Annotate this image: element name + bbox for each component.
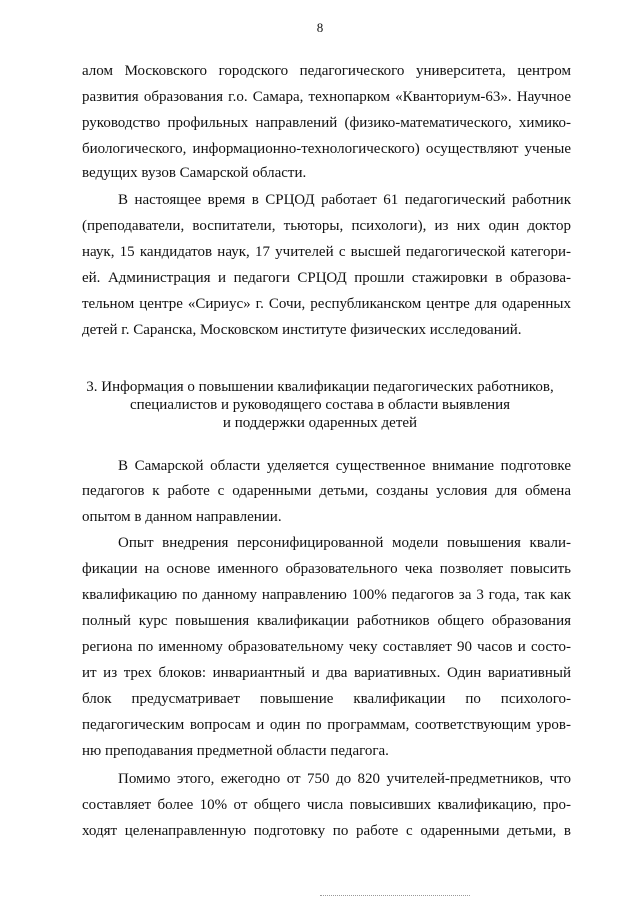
section-heading-line-2: специалистов и руководящего состава в области выявления bbox=[129, 397, 511, 413]
paragraph-2-line-2: (преподаватели, воспитатели, тьюторы, психологи), из них один доктор bbox=[82, 218, 571, 234]
paragraph-4-line-6: ит из трех блоков: инвариантный и два вариативных. Один вариативный bbox=[82, 665, 571, 681]
section-heading-line-3: и поддержки одаренных детей bbox=[222, 415, 418, 431]
paragraph-2-line-5: тельном центре «Сириус» г. Сочи, республиканском центре для одаренных bbox=[82, 296, 571, 312]
page-number: 8 bbox=[316, 20, 324, 35]
paragraph-2-line-1: В настоящее время в СРЦОД работает 61 педагогический работник bbox=[118, 192, 571, 208]
paragraph-2-line-3: наук, 15 кандидатов наук, 17 учителей с высшей педагогической категори- bbox=[82, 244, 571, 260]
paragraph-5-line-1: Помимо этого, ежегодно от 750 до 820 учителей-предметников, что bbox=[118, 771, 571, 787]
paragraph-4-line-1: Опыт внедрения персонифицированной модели повышения квали- bbox=[118, 535, 571, 551]
paragraph-4-line-8: педагогическим вопросам и один по программам, соответствующим уров- bbox=[82, 717, 571, 733]
paragraph-2-line-4: ей. Администрация и педагоги СРЦОД прошли стажировки в образова- bbox=[82, 270, 571, 286]
paragraph-5-line-3: ходят целенаправленную подготовку по работе с одаренными детьми, в bbox=[82, 823, 571, 839]
paragraph-4-line-7: блок предусматривает повышение квалификации по психолого- bbox=[82, 691, 571, 707]
paragraph-3-line-3: опытом в данном направлении. bbox=[82, 509, 282, 525]
paragraph-1-line-5: ведущих вузов Самарской области. bbox=[82, 165, 307, 181]
paragraph-1-line-4: биологического, информационно-технологического) осуществляют ученые bbox=[82, 141, 571, 157]
paragraph-2-line-6: детей г. Саранска, Московском институте физических исследований. bbox=[82, 322, 522, 338]
paragraph-4-line-3: квалификацию по данному направлению 100% педагогов за 3 года, так как bbox=[82, 587, 571, 603]
paragraph-4-line-4: полный курс повышения квалификации работников общего образования bbox=[82, 613, 571, 629]
paragraph-4-line-9: ню преподавания предметной области педагога. bbox=[82, 743, 389, 759]
paragraph-1-line-2: развития образования г.о. Самара, технопарком «Кванториум-63». Научное bbox=[82, 89, 571, 105]
paragraph-3-line-1: В Самарской области уделяется существенное внимание подготовке bbox=[118, 458, 571, 474]
paragraph-5-line-2: составляет более 10% от общего числа повысивших квалификацию, про- bbox=[82, 797, 571, 813]
paragraph-3-line-2: педагогов к работе с одаренными детьми, созданы условия для обмена bbox=[82, 483, 571, 499]
paragraph-1-line-3: руководство профильных направлений (физико-математического, химико- bbox=[82, 115, 571, 131]
paragraph-1-line-1: алом Московского городского педагогического университета, центром bbox=[82, 63, 571, 79]
paragraph-4-line-2: фикации на основе именного образовательного чека позволяет повысить bbox=[82, 561, 571, 577]
scan-artifact bbox=[320, 895, 470, 898]
section-heading-line-1: 3. Информация о повышении квалификации педагогических работников, bbox=[86, 379, 554, 395]
paragraph-4-line-5: региона по именному образовательному чеку составляет 90 часов и состо- bbox=[82, 639, 571, 655]
